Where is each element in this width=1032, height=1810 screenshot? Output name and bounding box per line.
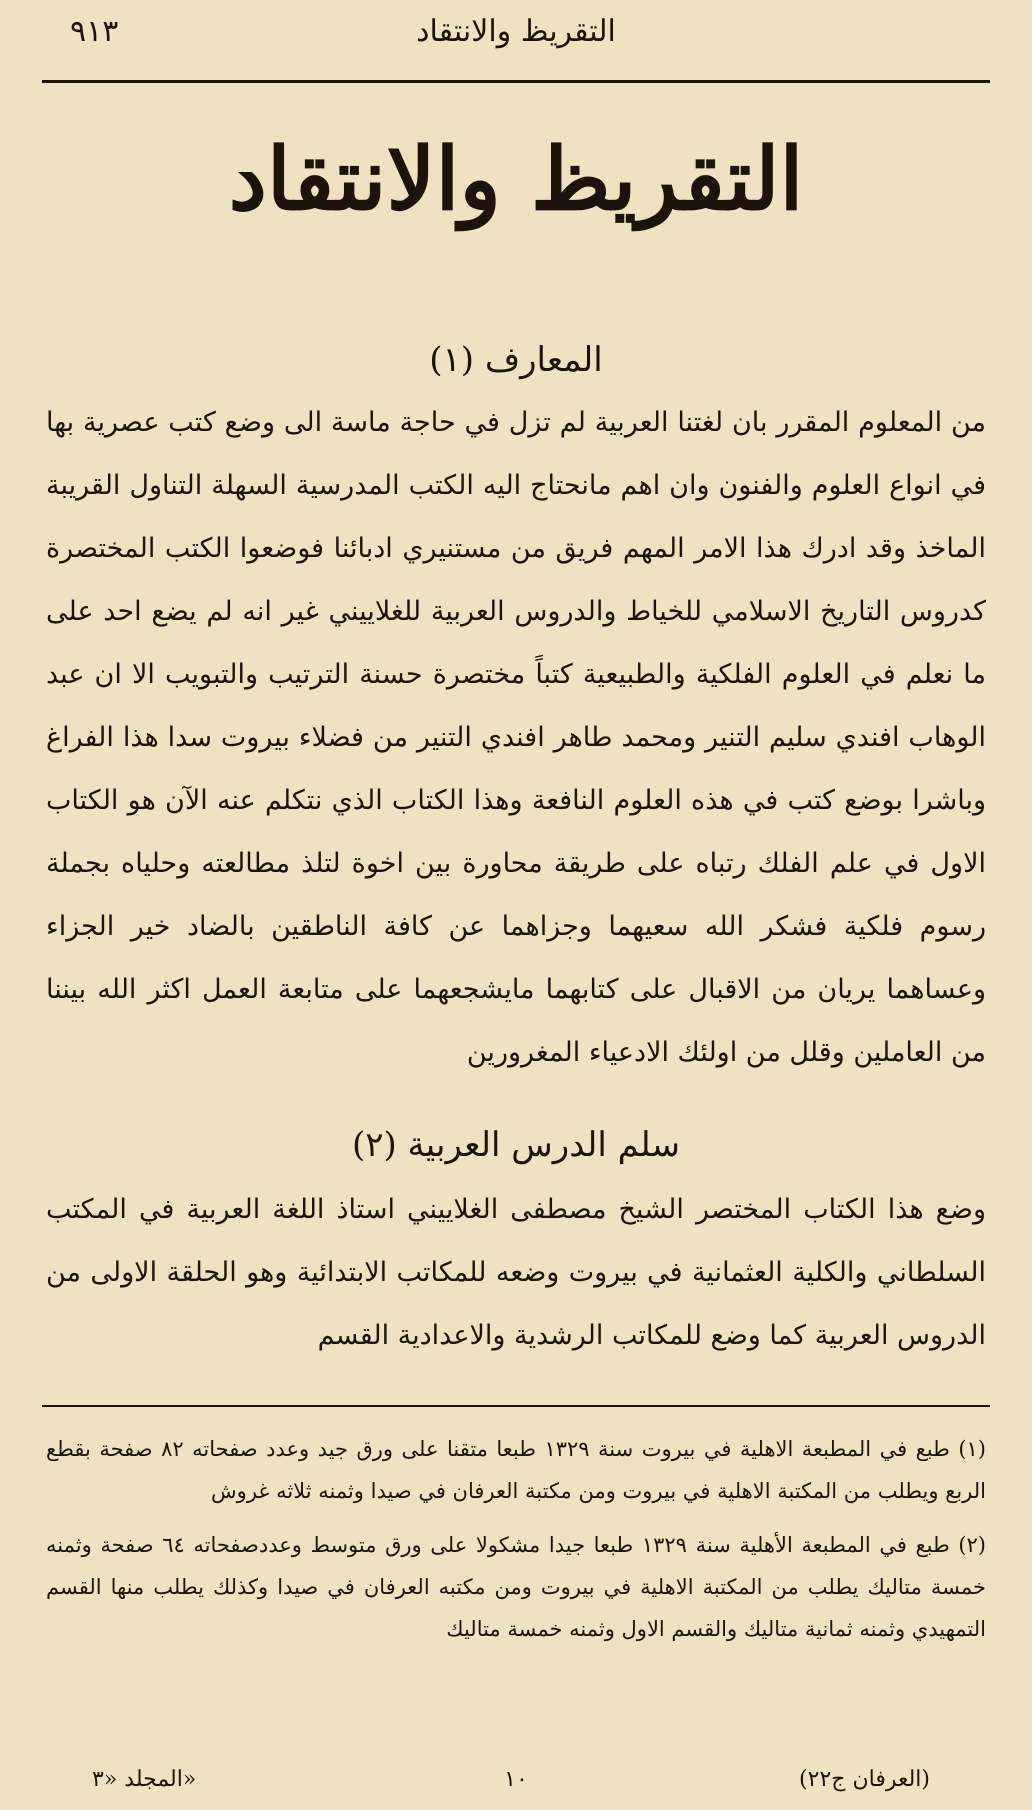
header-rule — [42, 80, 990, 83]
review-sullam — [42, 1120, 990, 1367]
review-maarif — [42, 335, 990, 1084]
section-title: التقريظ والانتقاد — [228, 129, 804, 230]
page-number: ٩١٣ — [70, 14, 119, 49]
footnote-rule — [42, 1405, 990, 1407]
review-heading: سلم الدرس العربية (٢) — [351, 1125, 681, 1165]
running-title: التقريظ والانتقاد — [416, 14, 616, 49]
footnotes — [42, 1428, 990, 1650]
review-body: من المعلوم المقرر بان لغتنا العربية لم تزل في حاجة ماسة الى وضع كتب عصرية بها في انواع العلوم والفنون وان اهم مانحتاج اليه الكتب المدرسية السهلة التناول القريبة الماخذ وقد ادرك هذا الامر المهم فريق من مستنيري ادبائنا فوضعوا الكتب المختصرة كدروس التاريخ الاسلامي للخياط والدروس العربية للغلاييني غير انه لم يضع احد على ما نعلم في العلوم الفلكية والطبيعية كتباً مختصرة حسنة الترتيب والتبويب الا ان عبد الوهاب افندي سليم التنير ومحمد طاهر افندي التنير من فضلاء بيروت سدا هذا الفراغ وباشرا بوضع كتب في هذه العلوم النافعة وهذا الكتاب الذي نتكلم عنه الآن هو الكتاب الاول في علم الفلك رتباه على طريقة محاورة بين اخوة لتلذ مطالعته وحلياه بجملة رسوم فلكية فشكر الله سعيهما وجزاهما عن كافة الناطقين بالضاد خير الجزاء وعساهما يريان من الاقبال على كتابهما مايشجعهما على متابعة العمل اكثر الله بيننا من العاملين وقلل من اولئك الادعياء المغرورين — [46, 407, 986, 1068]
review-body: وضع هذا الكتاب المختصر الشيخ مصطفى الغلاييني استاذ اللغة العربية في المكتب السلطاني والكلية العثمانية في بيروت وضعه للمكاتب الابتدائية وهو الحلقة الاولى من الدروس العربية كما وضع للمكاتب الرشدية والاعدادية القسم — [46, 1194, 986, 1351]
page-header — [0, 10, 1032, 60]
footnote: (١) طبع في المطبعة الاهلية في بيروت سنة ١٣٢٩ طبعا متقنا على ورق جيد وعدد صفحاته ٨٢ صفحة بقطع الربع ويطلب من المكتبة الاهلية في بيروت ومن مكتبة العرفان في صيدا وثمنه ثلاثه غروش — [46, 1437, 986, 1503]
journal-signature: (العرفان ج٢٢) — [799, 1767, 930, 1792]
signature-number: ١٠ — [504, 1767, 528, 1792]
volume-label: «المجلد «٣ — [92, 1767, 197, 1792]
review-heading: المعارف (١) — [429, 340, 603, 380]
page-footer — [42, 1760, 990, 1800]
footnote: (٢) طبع في المطبعة الأهلية سنة ١٣٢٩ طبعا جيدا مشكولا على ورق متوسط وعددصفحاته ٦٤ صفحة وثمنه خمسة متاليك يطلب من المكتبة الاهلية في بيروت ومن مكتبه العرفان في صيدا وكذلك يطلب منها القسم التمهيدي وثمنه ثمانية متاليك والقسم الاول وثمنه خمسة متاليك — [46, 1533, 986, 1641]
